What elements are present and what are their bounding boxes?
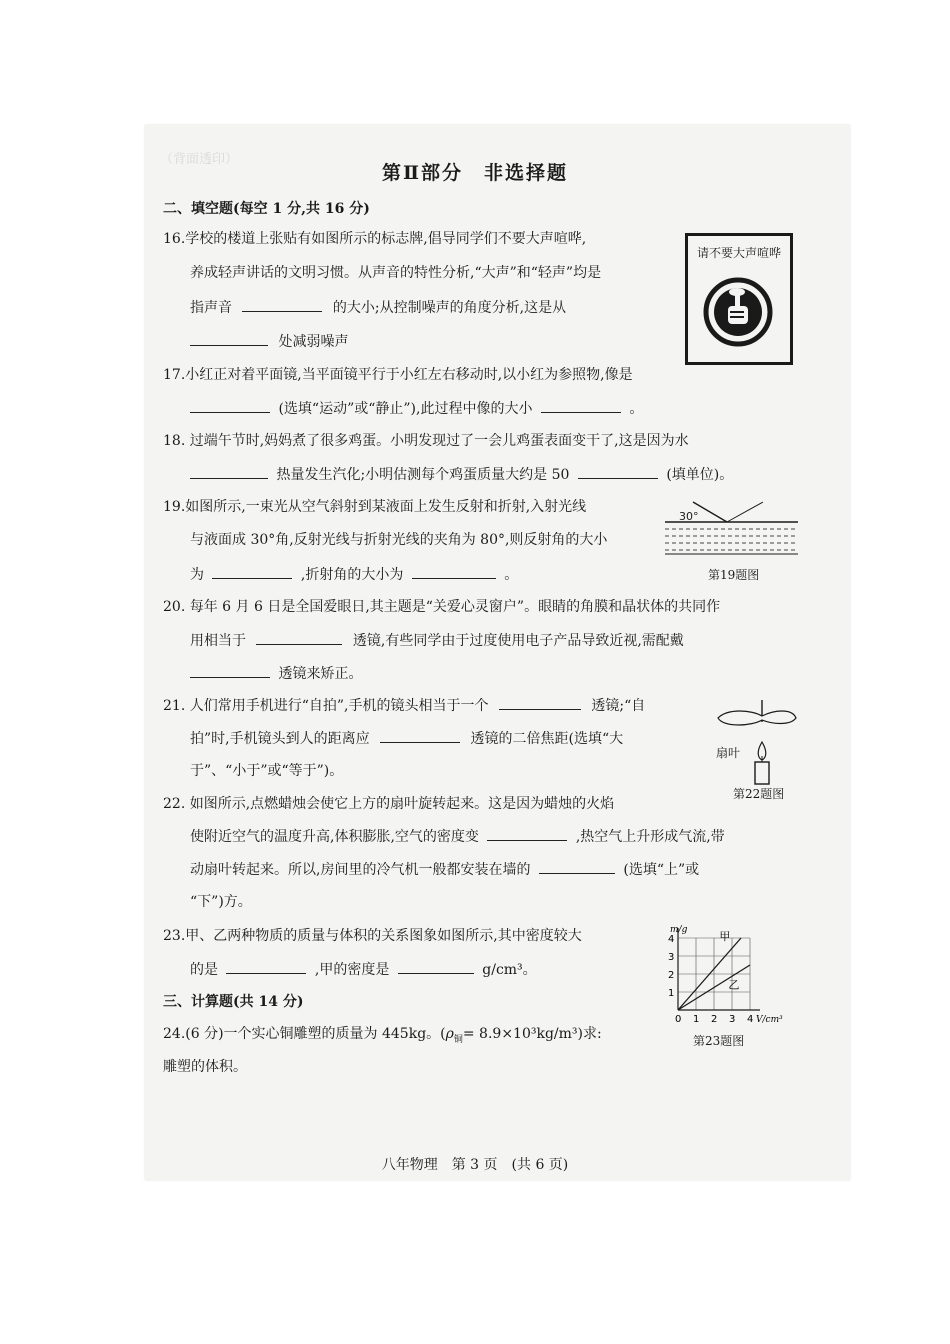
series-label-2: 乙 [728,978,740,992]
q19-line2: 与液面成 30°角,反射光线与折射光线的夹角为 80°,则反射角的大小 [190,532,608,548]
q19-line1: 19.如图所示,一束光从空气斜射到某液面上发生反射和折射,入射光线 [163,499,587,515]
q21-blank1[interactable] [499,695,581,710]
q22-line4: “下”)方。 [190,894,252,910]
hush-icon [688,260,790,360]
y-tick-label: 1 [668,988,675,999]
y-tick-label: 3 [668,952,675,963]
q16-blank1[interactable] [242,297,322,312]
q17-line2: (选填“运动”或“静止”),此过程中像的大小 。 [190,398,643,419]
q17-line1: 17.小红正对着平面镜,当平面镜平行于小红左右移动时,以小红为参照物,像是 [163,367,633,383]
x-tick-label: 3 [729,1014,736,1025]
q23-mass-volume-chart [650,922,800,1032]
q21-blank2[interactable] [380,728,460,743]
y-axis-label: m/g [670,925,688,935]
q22-caption: 第22题图 [733,787,785,801]
x-tick-label: 0 [675,1014,682,1025]
q19-blank1[interactable] [212,564,292,579]
q20-blank1[interactable] [256,630,342,645]
x-axis-label: V/cm³ [756,1015,783,1025]
q19-caption: 第19题图 [708,568,760,582]
q19-refraction-figure [665,496,800,564]
q23-caption: 第23题图 [693,1034,745,1048]
show-through-text: （背面透印） [160,152,239,167]
q18-line2: 热量发生汽化;小明估测每个鸡蛋质量大约是 50 (填单位)。 [190,464,733,485]
q21-line3: 于”、“小于”或“等于”)。 [190,763,344,779]
q17-blank1[interactable] [190,398,270,413]
page-title: 第Ⅱ部分 非选择题 [381,162,568,184]
q22-line3: 动扇叶转起来。所以,房间里的冷气机一般都安装在墙的 (选填“上”或 [190,859,699,880]
q17-blank2[interactable] [541,398,621,413]
quiet-sign-image [685,233,793,365]
q22-candle-fan-figure [712,700,802,786]
q23-blank1[interactable] [226,959,306,974]
q23-line2: 的是 ,甲的密度是 g/cm³。 [190,959,537,980]
q20-line2: 用相当于 透镜,有些同学由于过度使用电子产品导致近视,需配戴 [190,630,684,651]
q16-blank2[interactable] [190,331,268,346]
y-tick-label: 2 [668,970,675,981]
q23-blank2[interactable] [398,959,474,974]
series-label-1: 甲 [719,929,731,943]
x-tick-label: 1 [693,1014,700,1025]
q23-line1: 23.甲、乙两种物质的质量与体积的关系图象如图所示,其中密度较大 [163,928,582,944]
q16-line3: 指声音 的大小;从控制噪声的角度分析,这是从 [190,297,566,318]
q21-line1: 21. 人们常用手机进行“自拍”,手机的镜头相当于一个 透镜;“自 [163,695,645,716]
q16-line1: 16.学校的楼道上张贴有如图所示的标志牌,倡导同学们不要大声喧哗, [163,231,587,247]
section-fill-blank: 二、填空题(每空 1 分,共 16 分) [163,201,370,217]
x-tick-label: 2 [711,1014,718,1025]
q16-line2: 养成轻声讲话的文明习惯。从声音的特性分析,“大声”和“轻声”均是 [190,265,602,281]
q18-blank2[interactable] [578,464,658,479]
q18-blank1[interactable] [190,464,268,479]
sign-text: 请不要大声喧哗 [696,246,781,260]
q19-line3: 为 ,折射角的大小为 。 [190,564,518,585]
x-tick-label: 4 [747,1014,754,1025]
q24-line2: 雕塑的体积。 [163,1059,247,1075]
q22-fan-label: 扇叶 [716,746,741,760]
q19-blank2[interactable] [412,564,496,579]
y-tick-label: 4 [668,934,675,945]
q19-angle-label: 30° [679,510,699,523]
q22-blank1[interactable] [487,826,567,841]
q16-line4: 处减弱噪声 [190,331,348,352]
section-calc: 三、计算题(共 14 分) [163,994,304,1010]
q20-blank2[interactable] [190,663,270,678]
q21-line2: 拍”时,手机镜头到人的距离应 透镜的二倍焦距(选填“大 [190,728,623,749]
q20-line1: 20. 每年 6 月 6 日是全国爱眼日,其主题是“关爱心灵窗户”。眼睛的角膜和晶状体的共同作 [163,599,721,615]
q24-line1: 24.(6 分)一个实心铜雕塑的质量为 445kg。$(\rho_铜= 8.9\times 10^3kg/m^3)$求: [163,1026,602,1045]
q20-line3: 透镜来矫正。 [190,663,362,684]
page-footer: 八年物理 第 3 页 (共 6 页) [381,1157,569,1173]
q18-line1: 18. 过端午节时,妈妈煮了很多鸡蛋。小明发现过了一会儿鸡蛋表面变干了,这是因为水 [163,433,689,449]
q22-line2: 使附近空气的温度升高,体积膨胀,空气的密度变 ,热空气上升形成气流,带 [190,826,725,847]
q22-blank2[interactable] [539,859,615,874]
q22-line1: 22. 如图所示,点燃蜡烛会使它上方的扇叶旋转起来。这是因为蜡烛的火焰 [163,796,615,812]
